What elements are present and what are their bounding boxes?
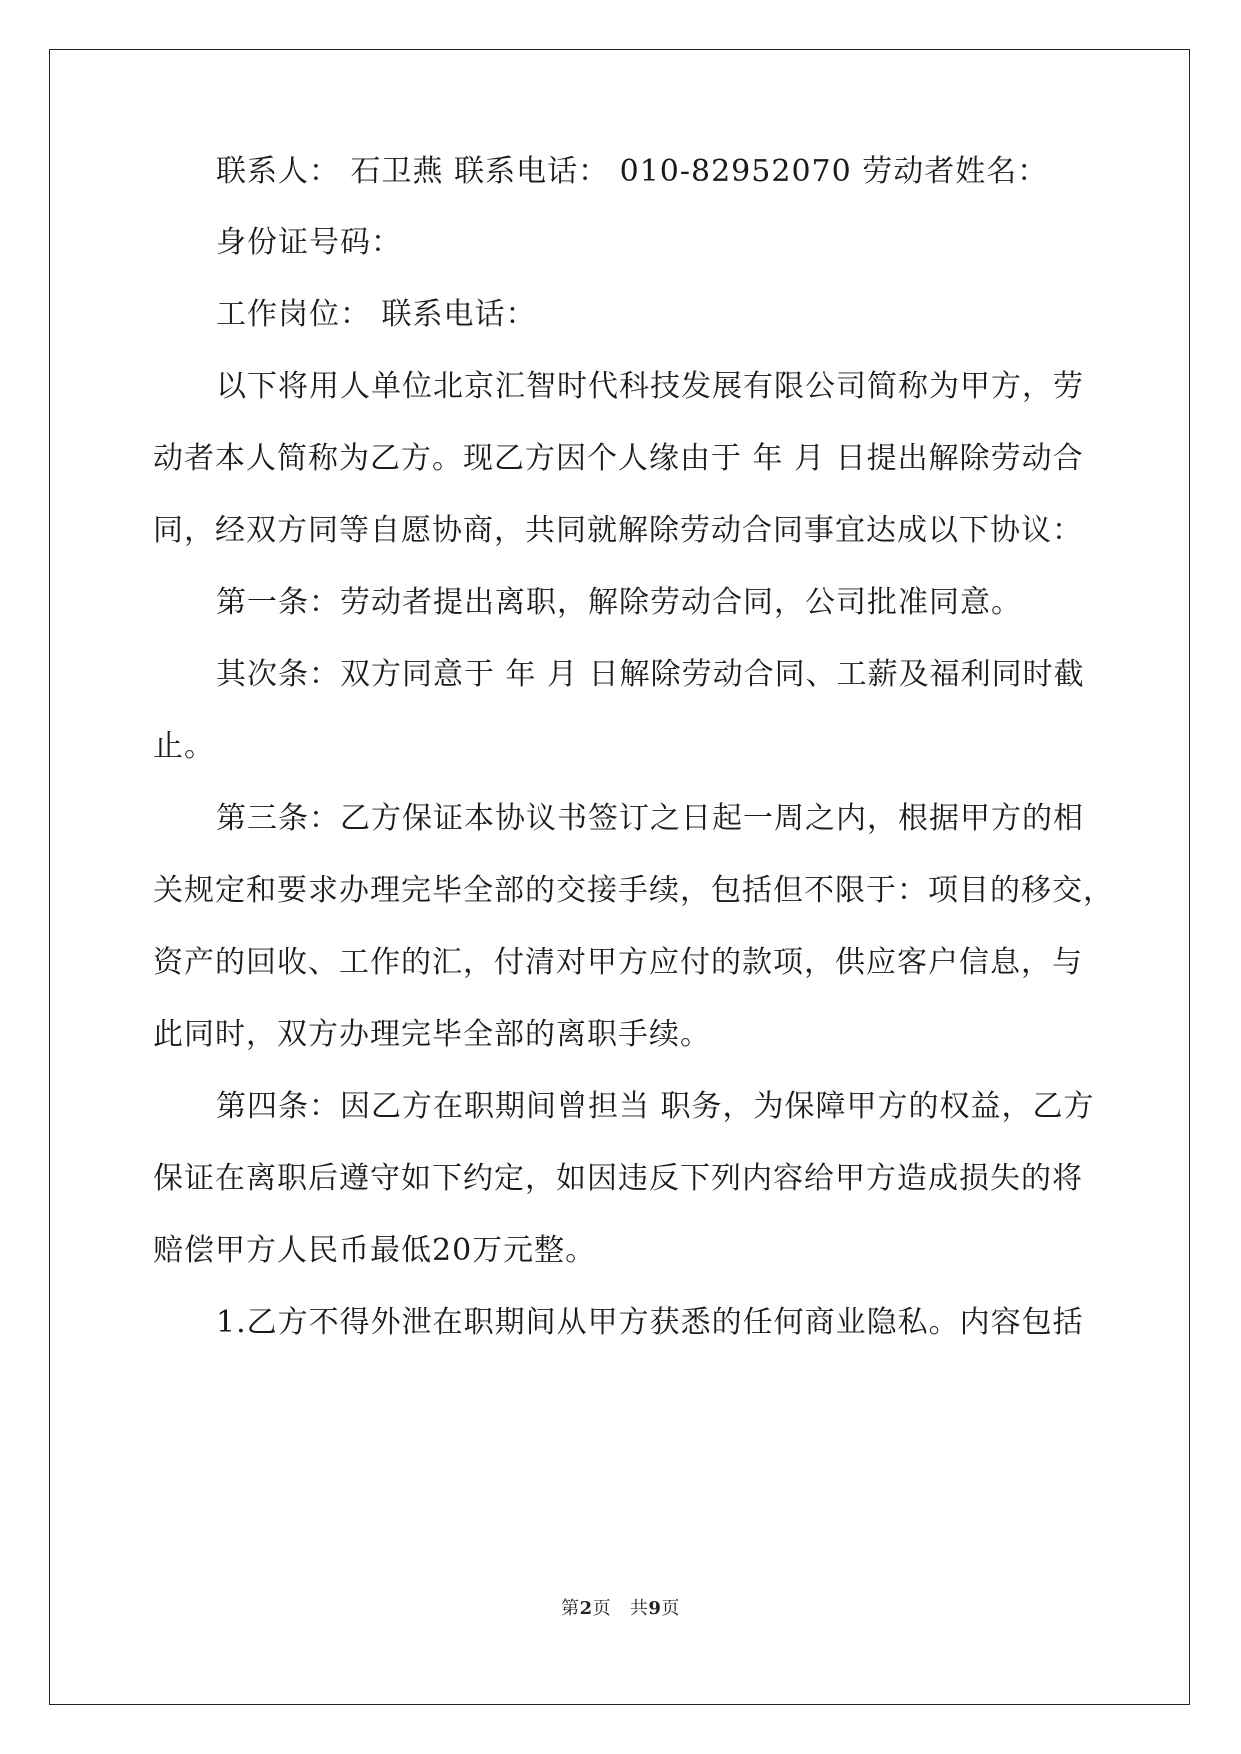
paragraph-line: 此同时，双方办理完毕全部的离职手续。 — [153, 1017, 711, 1052]
paragraph-line: 保证在离职后遵守如下约定，如因违反下列内容给甲方造成损失的将 — [153, 1161, 1083, 1196]
article-3-line: 第三条：乙方保证本协议书签订之日起一周之内，根据甲方的相 — [216, 801, 1084, 836]
paragraph-line: 动者本人简称为乙方。现乙方因个人缘由于 年 月 日提出解除劳动合 — [153, 441, 1084, 476]
total-pages-number: 9 — [648, 1598, 662, 1619]
total-label-suffix: 页 — [661, 1598, 680, 1619]
page-footer — [0, 1594, 1241, 1620]
page-label-suffix: 页 — [592, 1598, 612, 1619]
paragraph-line: 资产的回收、工作的汇，付清对甲方应付的款项，供应客户信息，与 — [153, 945, 1083, 980]
article-2-line: 其次条：双方同意于 年 月 日解除劳动合同、工薪及福利同时截 — [216, 657, 1085, 692]
paragraph-line: 关规定和要求办理完毕全部的交接手续，包括但不限于：项目的移交， — [153, 873, 1114, 908]
page-label-prefix: 第 — [561, 1598, 580, 1619]
article-4-line: 第四条：因乙方在职期间曾担当 职务，为保障甲方的权益，乙方 — [216, 1089, 1095, 1124]
paragraph-line: 止。 — [153, 729, 215, 764]
contact-line: 联系人： 石卫燕 联系电话： 010-82952070 劳动者姓名： — [216, 154, 1049, 189]
id-number-line: 身份证号码： — [216, 225, 402, 260]
current-page-number: 2 — [579, 1598, 593, 1619]
paragraph-line: 以下将用人单位北京汇智时代科技发展有限公司简称为甲方，劳 — [216, 369, 1084, 404]
job-position-line: 工作岗位： 联系电话： — [216, 297, 537, 332]
total-label-prefix: 共 — [629, 1598, 649, 1619]
paragraph-line: 同，经双方同等自愿协商，共同就解除劳动合同事宜达成以下协议： — [153, 513, 1083, 548]
clause-1-line: 1.乙方不得外泄在职期间从甲方获悉的任何商业隐私。内容包括 — [216, 1305, 1084, 1340]
article-1-line: 第一条：劳动者提出离职，解除劳动合同，公司批准同意。 — [216, 585, 1022, 620]
paragraph-line: 赔偿甲方人民币最低20万元整。 — [153, 1233, 597, 1268]
